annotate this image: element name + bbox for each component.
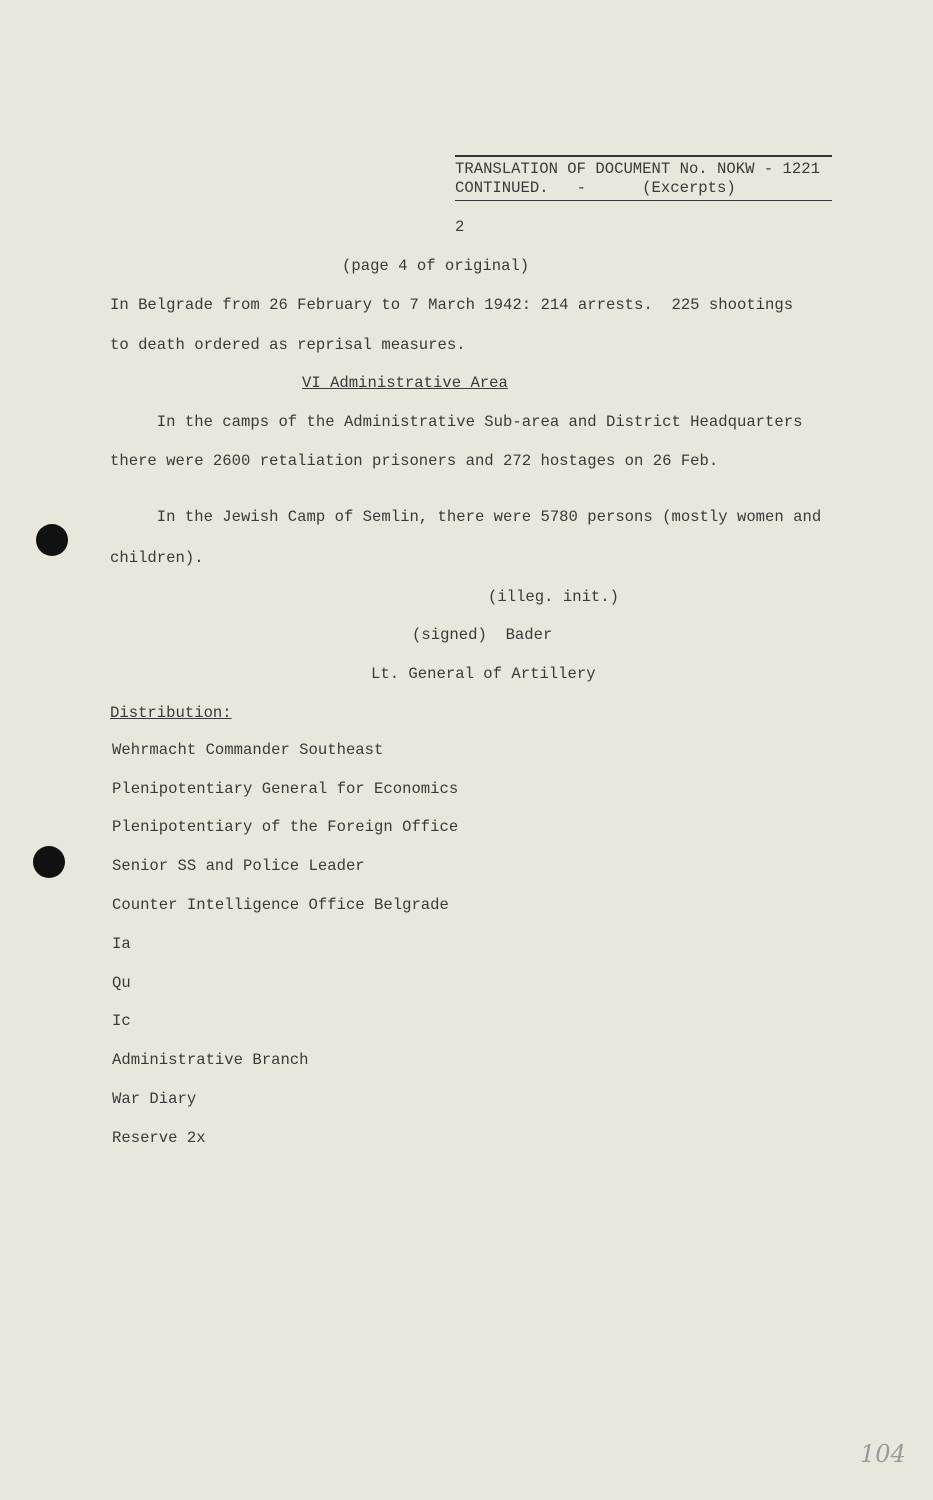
distribution-item: Counter Intelligence Office Belgrade <box>112 896 449 914</box>
distribution-item: War Diary <box>112 1090 197 1108</box>
signature-rank: Lt. General of Artillery <box>371 665 596 683</box>
distribution-item: Administrative Branch <box>112 1051 309 1069</box>
paragraph-line: In the camps of the Administrative Sub-area and District Headquarters <box>110 413 803 431</box>
distribution-item: Ic <box>112 1012 131 1030</box>
paragraph-line: In Belgrade from 26 February to 7 March 1942: 214 arrests. 225 shootings <box>110 296 794 314</box>
punch-hole-bottom <box>33 846 65 878</box>
signature-name: (signed) Bader <box>412 626 553 644</box>
header-title: TRANSLATION OF DOCUMENT No. NOKW - 1221 <box>455 160 820 178</box>
distribution-item: Senior SS and Police Leader <box>112 857 365 875</box>
paragraph-line: children). <box>110 549 204 567</box>
distribution-item: Ia <box>112 935 131 953</box>
page-reference: (page 4 of original) <box>342 257 530 275</box>
handwritten-page-number: 104 <box>860 1440 906 1468</box>
distribution-heading: Distribution: <box>110 704 232 722</box>
distribution-item: Wehrmacht Commander Southeast <box>112 741 384 759</box>
document-header <box>455 155 832 201</box>
paragraph-line: In the Jewish Camp of Semlin, there were 5780 persons (mostly women and <box>110 508 822 526</box>
paragraph-line: to death ordered as reprisal measures. <box>110 336 466 354</box>
distribution-item: Plenipotentiary of the Foreign Office <box>112 818 459 836</box>
page-number: 2 <box>455 218 465 236</box>
paragraph-line: there were 2600 retaliation prisoners and 272 hostages on 26 Feb. <box>110 452 719 470</box>
distribution-item: Plenipotentiary General for Economics <box>112 780 459 798</box>
distribution-item: Reserve 2x <box>112 1129 206 1147</box>
signature-initials: (illeg. init.) <box>488 588 620 606</box>
header-subtitle: CONTINUED. - (Excerpts) <box>455 179 736 197</box>
section-heading: VI Administrative Area <box>302 374 508 392</box>
punch-hole-top <box>36 524 68 556</box>
distribution-item: Qu <box>112 974 131 992</box>
